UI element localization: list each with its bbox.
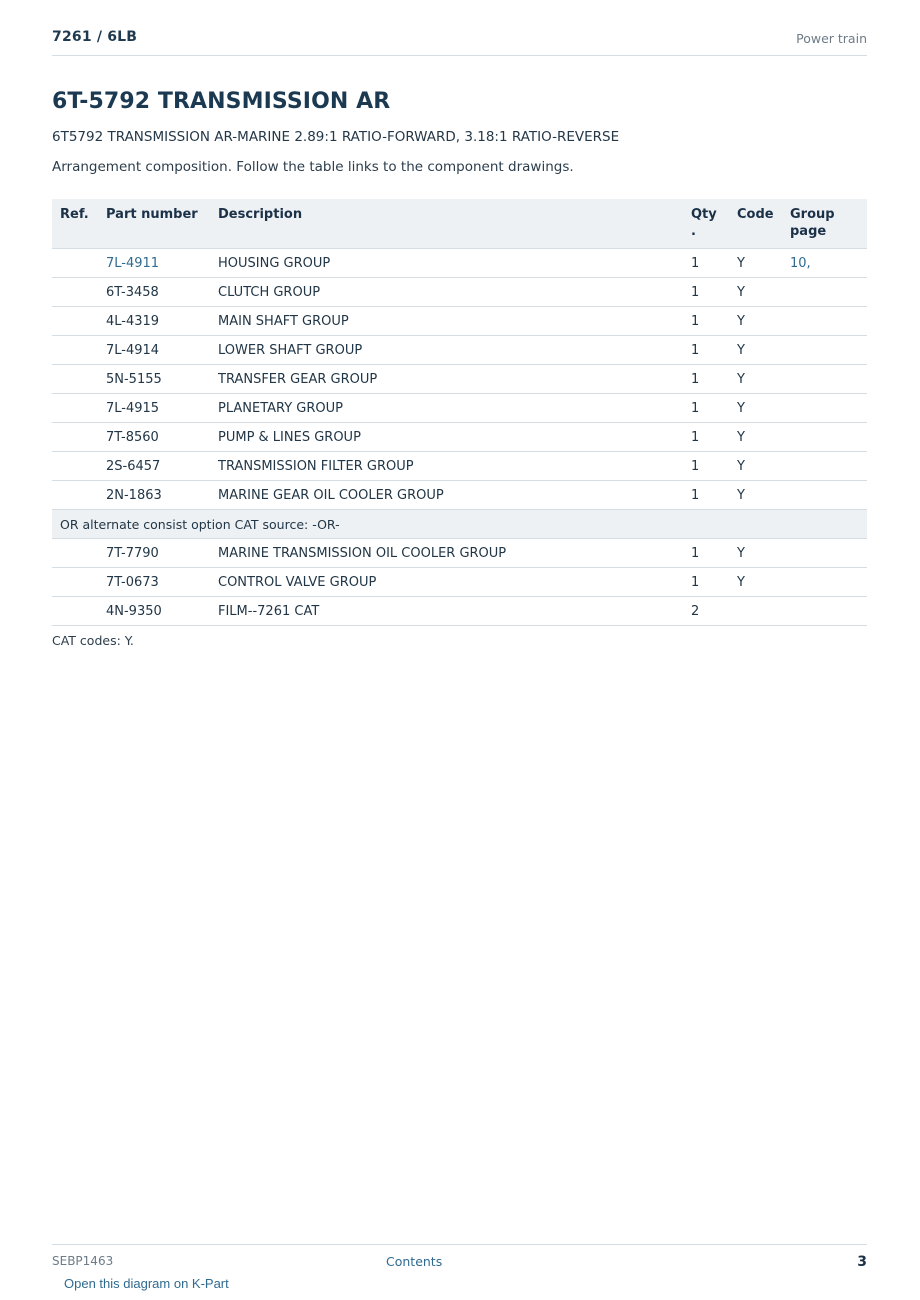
ref-cell	[52, 539, 98, 568]
ref-cell	[52, 365, 98, 394]
page-subtitle: 6T5792 TRANSMISSION AR-MARINE 2.89:1 RATIO-FORWARD, 3.18:1 RATIO-REVERSE	[52, 129, 620, 145]
col-header-group-line1: Group	[790, 207, 835, 222]
intro-text: Arrangement composition. Follow the table links to the component drawings.	[52, 159, 574, 175]
alternate-option-row	[52, 510, 867, 539]
page-number: 3	[857, 1254, 867, 1270]
group-page-link[interactable]: 10,	[790, 255, 811, 271]
part-number-cell: 6T-3458	[98, 278, 210, 307]
code-cell: Y	[729, 336, 782, 365]
qty-cell: 1	[683, 278, 729, 307]
ref-cell	[52, 452, 98, 481]
table-row	[52, 307, 867, 336]
description-cell: LOWER SHAFT GROUP	[210, 336, 683, 365]
group-page-cell	[782, 539, 867, 568]
page-header	[52, 29, 867, 56]
group-page-cell	[782, 568, 867, 597]
group-page-cell	[782, 336, 867, 365]
part-number-cell: 5N-5155	[98, 365, 210, 394]
table-row	[52, 452, 867, 481]
col-header-qty-line1: Qty	[691, 207, 717, 222]
part-number-cell: 7T-7790	[98, 539, 210, 568]
table-row	[52, 249, 867, 278]
parts-table	[52, 199, 867, 626]
qty-cell: 1	[683, 394, 729, 423]
part-number-link[interactable]: 7L-4911	[106, 255, 160, 271]
ref-cell	[52, 394, 98, 423]
group-page-cell	[782, 394, 867, 423]
description-cell: MARINE TRANSMISSION OIL COOLER GROUP	[210, 539, 683, 568]
code-cell: Y	[729, 249, 782, 278]
table-row	[52, 597, 867, 626]
table-row	[52, 336, 867, 365]
qty-cell: 1	[683, 423, 729, 452]
part-number-cell: 2N-1863	[98, 481, 210, 510]
code-cell: Y	[729, 365, 782, 394]
table-row	[52, 481, 867, 510]
qty-cell: 1	[683, 568, 729, 597]
group-page-cell	[782, 278, 867, 307]
table-row	[52, 278, 867, 307]
group-page-cell	[782, 365, 867, 394]
description-cell: CONTROL VALVE GROUP	[210, 568, 683, 597]
description-cell: HOUSING GROUP	[210, 249, 683, 278]
group-page-cell	[782, 423, 867, 452]
qty-cell: 1	[683, 539, 729, 568]
code-cell: Y	[729, 307, 782, 336]
page-footer	[52, 1244, 867, 1270]
table-row	[52, 423, 867, 452]
col-header-part-number: Part number	[98, 199, 210, 249]
qty-cell: 1	[683, 307, 729, 336]
group-page-cell[interactable]	[782, 249, 867, 278]
code-cell: Y	[729, 423, 782, 452]
col-header-group-line2: page	[790, 224, 827, 239]
part-number-cell: 7L-4914	[98, 336, 210, 365]
part-number-cell: 7L-4915	[98, 394, 210, 423]
group-page-cell	[782, 452, 867, 481]
alternate-option-note: OR alternate consist option CAT source: -OR-	[52, 510, 867, 539]
qty-cell: 1	[683, 365, 729, 394]
code-cell: Y	[729, 539, 782, 568]
description-cell: MARINE GEAR OIL COOLER GROUP	[210, 481, 683, 510]
table-row	[52, 394, 867, 423]
cat-codes-note: CAT codes: Y.	[52, 633, 134, 648]
qty-cell: 1	[683, 249, 729, 278]
col-header-ref: Ref.	[52, 199, 98, 249]
ref-cell	[52, 249, 98, 278]
col-header-code: Code	[729, 199, 782, 249]
qty-cell: 1	[683, 452, 729, 481]
ref-cell	[52, 597, 98, 626]
description-cell: TRANSMISSION FILTER GROUP	[210, 452, 683, 481]
part-number-cell[interactable]	[98, 249, 210, 278]
description-cell: PUMP & LINES GROUP	[210, 423, 683, 452]
code-cell: Y	[729, 278, 782, 307]
part-number-cell: 4N-9350	[98, 597, 210, 626]
table-row	[52, 539, 867, 568]
ref-cell	[52, 423, 98, 452]
code-cell: Y	[729, 394, 782, 423]
ref-cell	[52, 481, 98, 510]
description-cell: TRANSFER GEAR GROUP	[210, 365, 683, 394]
col-header-qty-line2: .	[691, 224, 696, 239]
contents-link[interactable]: Contents	[386, 1254, 443, 1269]
document-id: SEBP1463	[52, 1254, 114, 1268]
code-cell: Y	[729, 452, 782, 481]
part-number-cell: 7T-8560	[98, 423, 210, 452]
page-title: 6T-5792 TRANSMISSION AR	[52, 89, 391, 114]
description-cell: MAIN SHAFT GROUP	[210, 307, 683, 336]
ref-cell	[52, 568, 98, 597]
section-name: Power train	[796, 31, 867, 46]
col-header-group-page	[782, 199, 867, 249]
table-row	[52, 365, 867, 394]
group-page-cell	[782, 481, 867, 510]
col-header-description: Description	[210, 199, 683, 249]
qty-cell: 1	[683, 336, 729, 365]
description-cell: CLUTCH GROUP	[210, 278, 683, 307]
qty-cell: 1	[683, 481, 729, 510]
code-cell: Y	[729, 481, 782, 510]
qty-cell: 2	[683, 597, 729, 626]
model-breadcrumb: 7261 / 6LB	[52, 29, 138, 45]
code-cell: Y	[729, 568, 782, 597]
ref-cell	[52, 336, 98, 365]
description-cell: FILM--7261 CAT	[210, 597, 683, 626]
part-number-cell: 4L-4319	[98, 307, 210, 336]
col-header-qty	[683, 199, 729, 249]
table-header-row	[52, 199, 867, 249]
group-page-cell	[782, 307, 867, 336]
table-row	[52, 568, 867, 597]
part-number-cell: 7T-0673	[98, 568, 210, 597]
open-kpart-link[interactable]: Open this diagram on K-Part	[64, 1276, 229, 1291]
code-cell	[729, 597, 782, 626]
group-page-cell	[782, 597, 867, 626]
ref-cell	[52, 307, 98, 336]
description-cell: PLANETARY GROUP	[210, 394, 683, 423]
ref-cell	[52, 278, 98, 307]
part-number-cell: 2S-6457	[98, 452, 210, 481]
